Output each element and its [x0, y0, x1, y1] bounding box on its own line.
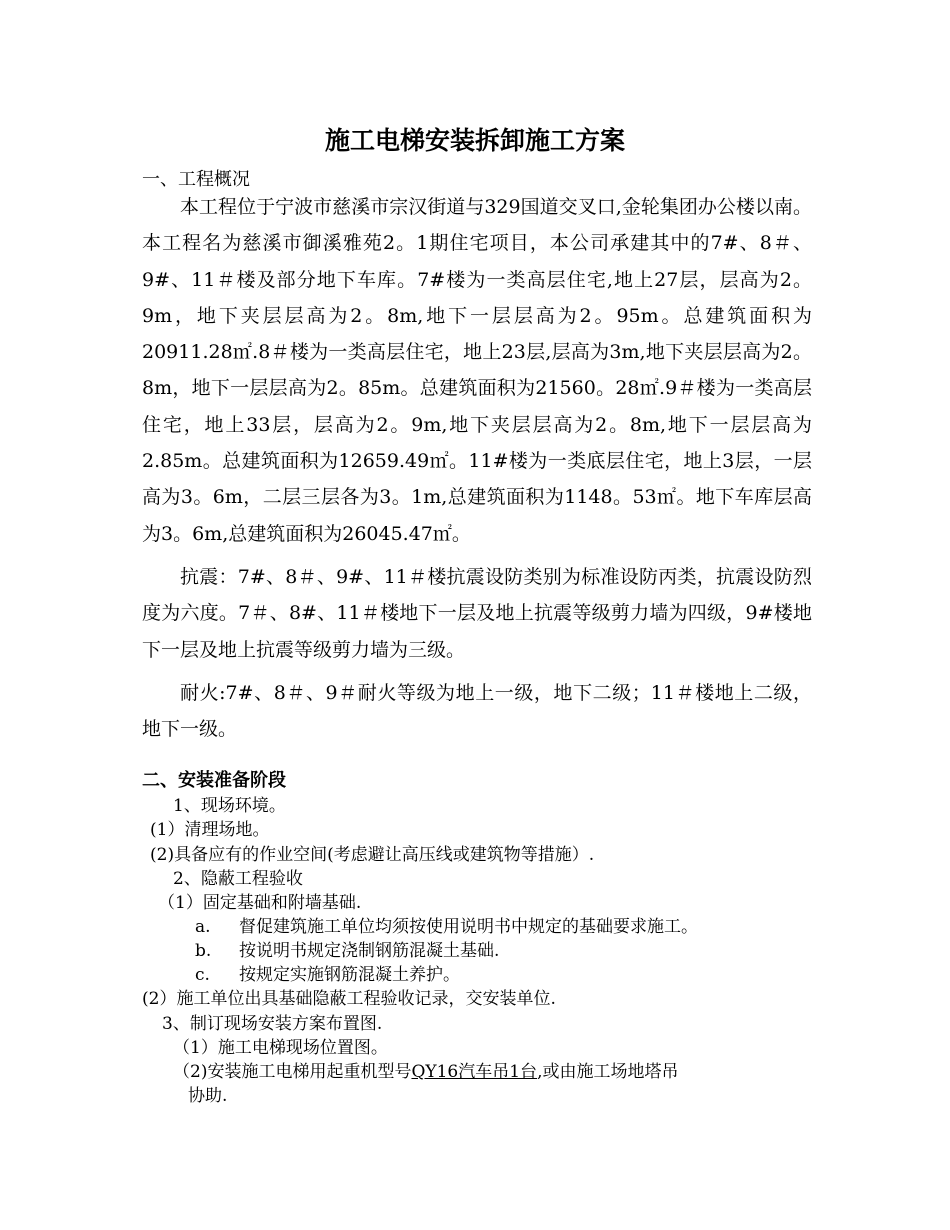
item-foundation: （1）固定基础和附墙基础.: [158, 893, 362, 913]
subitem-b-text: 按说明书规定浇制钢筋混凝土基础.: [239, 941, 500, 961]
item-clear-site: (1）清理场地。: [150, 820, 270, 840]
paragraph-fire-rating: 耐火:7#、8＃、9＃耐火等级为地上一级，地下二级；11＃楼地上二级，地下一级。: [142, 681, 812, 741]
section1-body: [142, 189, 812, 747]
item-crane-assist: 协助.: [188, 1086, 228, 1106]
item-layout-plan: 3、制订现场安装方案布置图.: [162, 1014, 383, 1034]
item-site-environment: 1、现场环境。: [173, 796, 286, 816]
item-hidden-works: 2、隐蔽工程验收: [173, 869, 303, 889]
subitem-a-mark: a.: [195, 917, 211, 937]
crane-text-pre: （2)安装施工电梯用起重机型号: [173, 1062, 412, 1082]
subitem-c-mark: c.: [195, 965, 210, 985]
subitem-b-mark: b.: [195, 941, 212, 961]
item-acceptance-record: (2）施工单位出具基础隐蔽工程验收记录，交安装单位.: [142, 989, 556, 1009]
crane-model-underlined: QY16汽车吊1台: [411, 1062, 538, 1082]
item-work-space: (2)具备应有的作业空间(考虑避让高压线或建筑物等措施）.: [150, 845, 595, 865]
paragraph-project-overview: 本工程位于宁波市慈溪市宗汉街道与329国道交叉口,金轮集团办公楼以南。本工程名为慈溪市御溪雅苑2。1期住宅项目，本公司承建其中的7#、8＃、9#、11＃楼及部分地下车库。7#楼为一类高层住宅,地上27层，层高为2。9m，地下夹层层高为2。8m,地下一层层高为2。95m。总建筑面积为20911.28㎡.8＃楼为一类高层住宅，地上23层,层高为3m,地下夹层层高为2。8m，地下一层层高为2。85m。总建筑面积为21560。28㎡.9＃楼为一类高层住宅，地上33层，层高为2。9m,地下夹层层高为2。8m,地下一层层高为2.85m。总建筑面积为12659.49㎡。11#楼为一类底层住宅，地上3层，一层高为3。6m，二层三层各为3。1m,总建筑面积为1148。53㎡。地下车库层高为3。6m,总建筑面积为26045.47㎡。: [142, 196, 812, 545]
subitem-c: [195, 963, 460, 987]
item-elevator-position: （1）施工电梯现场位置图。: [173, 1038, 388, 1058]
crane-text-post: ,或由施工场地塔吊: [537, 1062, 679, 1082]
item-crane-model: [173, 1060, 678, 1084]
document-title: 施工电梯安装拆卸施工方案: [324, 126, 625, 155]
subitem-c-text: 按规定实施钢筋混凝土养护。: [239, 965, 460, 985]
section2-heading: 二、安装准备阶段: [142, 770, 286, 791]
subitem-b: [195, 939, 499, 963]
subitem-a: [195, 915, 698, 939]
section1-heading: 一、工程概况: [142, 169, 250, 190]
subitem-a-text: 督促建筑施工单位均须按使用说明书中规定的基础要求施工。: [239, 917, 698, 937]
paragraph-seismic: 抗震：7#、8＃、9#、11＃楼抗震设防类别为标准设防丙类，抗震设防烈度为六度。7＃、8#、11＃楼地下一层及地上抗震等级剪力墙为四级，9#楼地下一层及地上抗震等级剪力墙为三级。: [142, 565, 812, 661]
